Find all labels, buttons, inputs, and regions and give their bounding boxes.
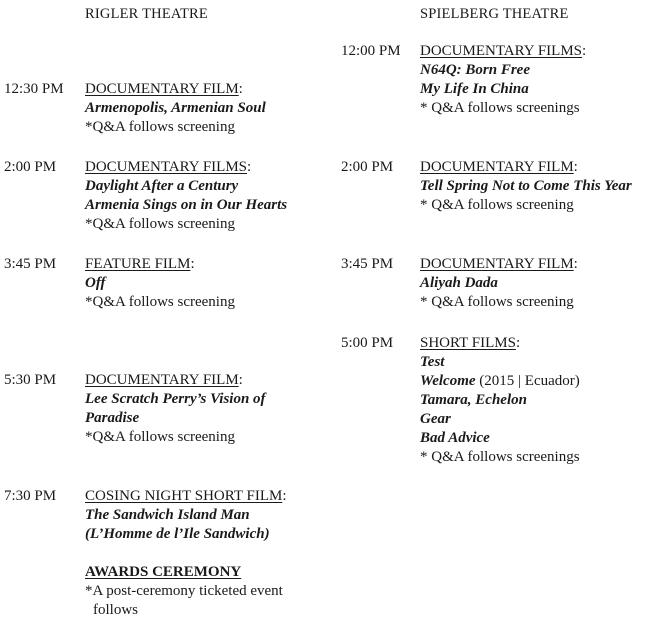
film-title: Daylight After a Century — [85, 178, 239, 194]
event-category: SHORT FILMS — [420, 335, 516, 351]
film-title: Test — [420, 354, 445, 370]
event-note: *Q&A follows screening — [85, 216, 235, 232]
event-note: *Q&A follows screening — [85, 429, 235, 445]
event-time: 7:30 PM — [4, 488, 57, 504]
film-title: N64Q: Born Free — [420, 62, 531, 78]
spielberg-theatre-heading: SPIELBERG THEATRE — [420, 6, 569, 22]
event-category: DOCUMENTARY FILM — [420, 159, 574, 175]
film-title: (L’Homme de l’Ile Sandwich) — [85, 526, 270, 542]
event-note: * Q&A follows screening — [420, 197, 574, 213]
event-note: *Q&A follows screening — [85, 119, 235, 135]
event-category: DOCUMENTARY FILM — [420, 256, 574, 272]
awards-ceremony-heading: AWARDS CEREMONY — [85, 564, 242, 580]
event-time: 12:00 PM — [341, 43, 401, 59]
film-title: Tamara, Echelon — [420, 392, 527, 408]
event-category: DOCUMENTARY FILMS — [85, 159, 248, 175]
event-note: * Q&A follows screening — [420, 294, 574, 310]
film-title: Bad Advice — [420, 430, 490, 446]
event-note: * Q&A follows screenings — [420, 449, 580, 465]
film-title: Off — [85, 275, 106, 291]
film-title: Gear — [420, 411, 451, 427]
film-title — [420, 372, 580, 391]
event-time: 5:00 PM — [341, 335, 394, 351]
film-title: Tell Spring Not to Come This Year — [420, 178, 632, 194]
event-category: FEATURE FILM — [85, 256, 191, 272]
event-time: 12:30 PM — [4, 81, 64, 97]
event-category: COSING NIGHT SHORT FILM — [85, 488, 283, 504]
event-time: 3:45 PM — [341, 256, 394, 272]
event-time: 2:00 PM — [341, 159, 394, 175]
event-time: 5:30 PM — [4, 372, 57, 388]
film-title: Aliyah Dada — [420, 275, 498, 291]
film-title-text: Welcome — [420, 373, 476, 389]
film-title: Paradise — [85, 410, 140, 426]
film-title: My Life In China — [420, 81, 529, 97]
film-title: Armenopolis, Armenian Soul — [85, 100, 266, 116]
event-category: DOCUMENTARY FILMS — [420, 43, 583, 59]
film-title: The Sandwich Island Man — [85, 507, 250, 523]
event-time: 3:45 PM — [4, 256, 57, 272]
event-category: DOCUMENTARY FILM — [85, 372, 239, 388]
rigler-theatre-heading: RIGLER THEATRE — [85, 6, 208, 22]
film-title: Armenia Sings on in Our Hearts — [85, 197, 288, 213]
film-detail: (2015 | Ecuador) — [475, 373, 580, 389]
event-category: DOCUMENTARY FILM — [85, 81, 239, 97]
event-note: * Q&A follows screenings — [420, 100, 580, 116]
awards-note-cont: follows — [93, 602, 138, 618]
awards-note: *A post-ceremony ticketed event — [85, 583, 283, 599]
event-time: 2:00 PM — [4, 159, 57, 175]
event-note: *Q&A follows screening — [85, 294, 235, 310]
film-title: Lee Scratch Perry’s Vision of — [85, 391, 266, 407]
